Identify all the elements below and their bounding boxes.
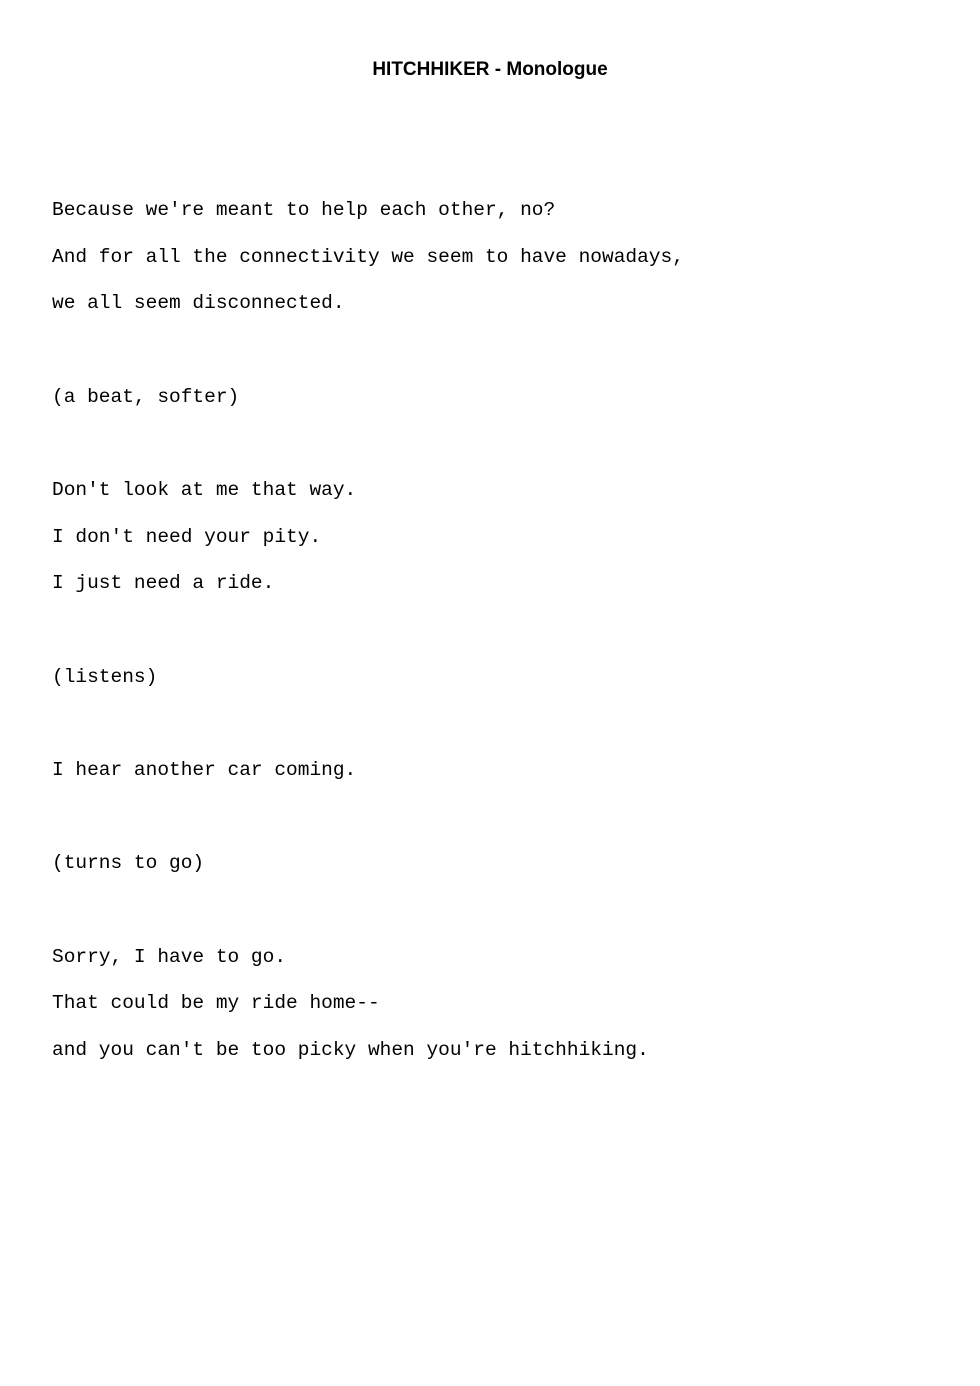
- page-title: HITCHHIKER - Monologue: [372, 59, 608, 80]
- monologue-line: I just need a ride.: [52, 572, 275, 594]
- monologue-line: Because we're meant to help each other, no?: [52, 199, 556, 221]
- monologue-line: And for all the connectivity we seem to have nowadays,: [52, 246, 684, 268]
- monologue-line: I don't need your pity.: [52, 526, 322, 548]
- monologue-line: and you can't be too picky when you're hitchhiking.: [52, 1039, 649, 1061]
- stage-direction: (turns to go): [52, 852, 205, 874]
- stage-direction: (a beat, softer): [52, 386, 240, 408]
- stage-direction: (listens): [52, 666, 158, 688]
- monologue-line: Don't look at me that way.: [52, 479, 357, 501]
- monologue-line: I hear another car coming.: [52, 759, 357, 781]
- monologue-line: Sorry, I have to go.: [52, 946, 287, 968]
- monologue-line: That could be my ride home--: [52, 992, 380, 1014]
- monologue-line: we all seem disconnected.: [52, 292, 345, 314]
